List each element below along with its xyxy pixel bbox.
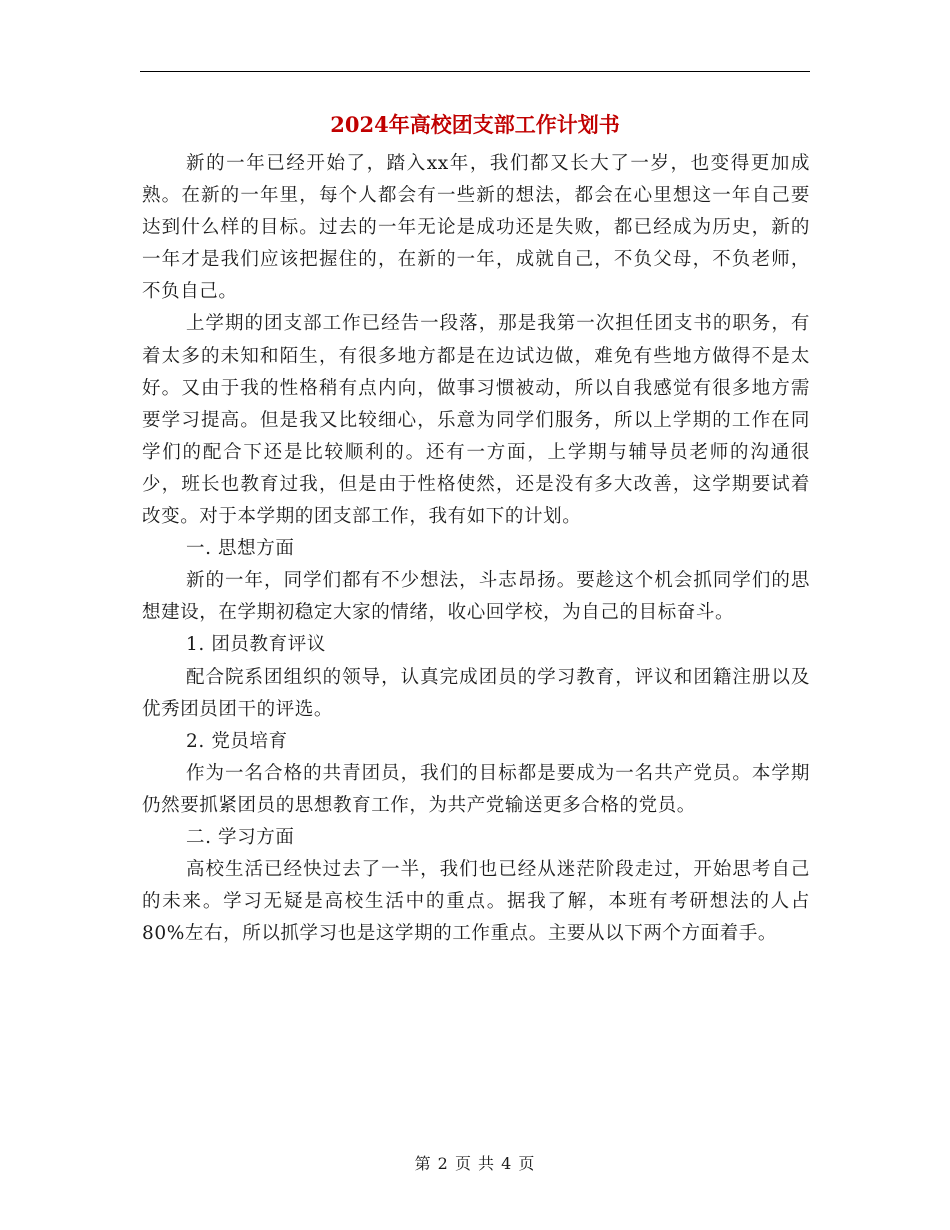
paragraph-member-evaluation: 配合院系团组织的领导，认真完成团员的学习教育，评议和团籍注册以及优秀团员团干的评选。 <box>142 666 810 720</box>
paragraph-last-semester: 上学期的团支部工作已经告一段落，那是我第一次担任团支书的职务，有着太多的未知和陌生，有很多地方都是在边试边做，难免有些地方做得不是太好。又由于我的性格稍有点内向，做事习惯被动，所以自我感觉有很多地方需要学习提高。但是我又比较细心，乐意为同学们服务，所以上学期的工作在同学们的配合下还是比较顺利的。还有一方面，上学期与辅导员老师的沟通很少，班长也教育过我，但是由于性格使然，还是没有多大改善，这学期要试着改变。对于本学期的团支部工作，我有如下的计划。 <box>142 313 810 528</box>
header-rule <box>140 71 810 72</box>
subheading-party-cultivation: 2. 党员培育 <box>186 730 288 752</box>
paragraph-thought: 新的一年，同学们都有不少想法，斗志昂扬。要趁这个机会抓同学们的思想建设，在学期初稳定大家的情绪，收心回学校，为自己的目标奋斗。 <box>142 570 810 624</box>
document-title: 2024年高校团支部工作计划书 <box>330 112 620 137</box>
document-body <box>142 148 810 950</box>
paragraph-party-cultivation: 作为一名合格的共青团员，我们的目标都是要成为一名共产党员。本学期仍然要抓紧团员的思想教育工作，为共产党输送更多合格的党员。 <box>142 762 810 816</box>
subheading-member-evaluation: 1. 团员教育评议 <box>186 634 326 656</box>
section-heading-study: 二. 学习方面 <box>186 826 295 848</box>
page-number-footer: 第 2 页 共 4 页 <box>414 1154 536 1173</box>
paragraph-intro: 新的一年已经开始了，踏入xx年，我们都又长大了一岁，也变得更加成熟。在新的一年里，每个人都会有一些新的想法，都会在心里想这一年自己要达到什么样的目标。过去的一年无论是成功还是失败，都已经成为历史，新的一年才是我们应该把握住的，在新的一年，成就自己，不负父母，不负老师，不负自己。 <box>142 153 810 303</box>
paragraph-study: 高校生活已经快过去了一半，我们也已经从迷茫阶段走过，开始思考自己的未来。学习无疑是高校生活中的重点。据我了解，本班有考研想法的人占80%左右，所以抓学习也是这学期的工作重点。主要从以下两个方面着手。 <box>142 859 810 945</box>
section-heading-thought: 一. 思想方面 <box>186 538 295 560</box>
